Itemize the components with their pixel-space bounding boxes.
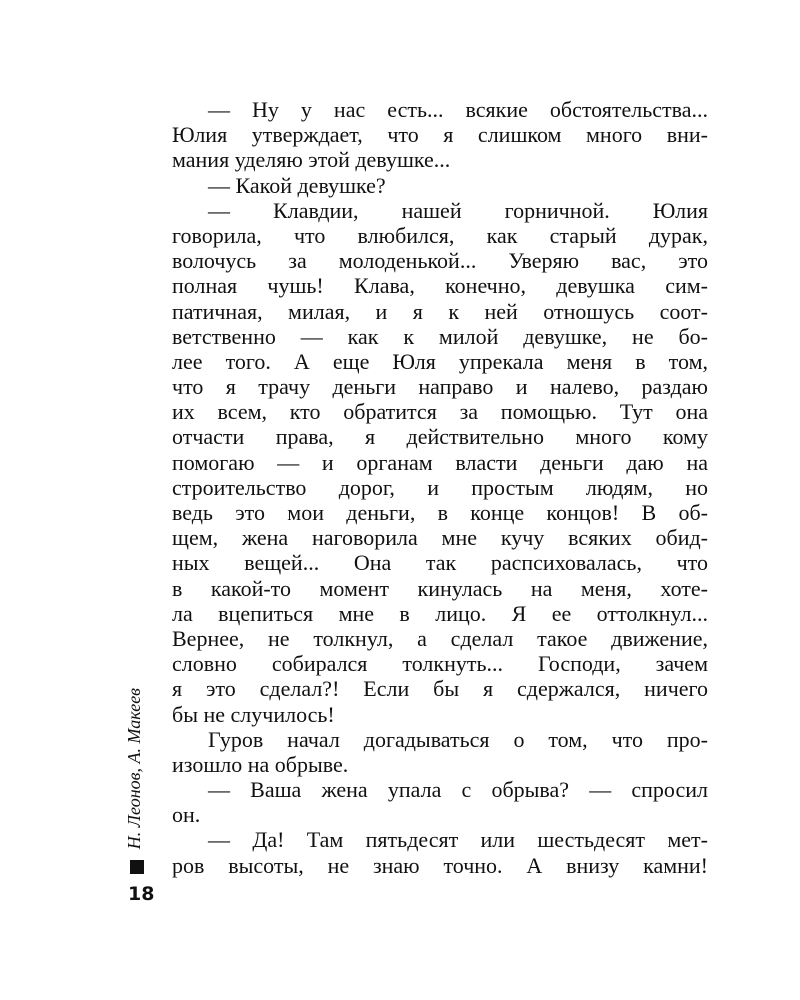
text-line: Гуров начал догадываться о том, что про- xyxy=(208,726,708,752)
text-line: строительство дорог, и простым людям, но xyxy=(172,474,708,500)
text-line: что я трачу деньги направо и налево, раздаю xyxy=(172,374,708,400)
text-line: лее того. А еще Юля упрекала меня в том, xyxy=(172,348,708,374)
square-marker-icon xyxy=(130,860,144,874)
text-line: щем, жена наговорила мне кучу всяких обид- xyxy=(172,525,708,551)
text-line: ведь это мои деньги, в конце концов! В об- xyxy=(172,500,708,525)
text-line: ла вцепиться мне в лицо. Я ее оттолкнул... xyxy=(172,600,708,626)
page-number: 18 xyxy=(128,883,155,905)
text-line: отчасти права, я действительно много кому xyxy=(172,424,708,450)
text-line: — Клавдии, нашей горничной. Юлия xyxy=(208,197,708,223)
text-line: изошло на обрыве. xyxy=(172,751,349,777)
text-line: ров высоты, не знаю точно. А внизу камни! xyxy=(172,852,708,878)
text-line: патичная, милая, и я к ней отношусь соот- xyxy=(172,298,708,324)
text-line: ных вещей... Она так распсиховалась, что xyxy=(172,550,708,576)
text-line: в какой-то момент кинулась на меня, хоте- xyxy=(172,575,708,601)
text-line: их всем, кто обратится за помощью. Тут она xyxy=(172,399,708,425)
text-line: он. xyxy=(172,802,201,828)
text-line: Вернее, не толкнул, а сделал такое движение, xyxy=(172,625,708,651)
text-line: словно собирался толкнуть... Господи, зачем xyxy=(172,651,708,677)
text-line: я это сделал?! Если бы я сдержался, ничего xyxy=(172,676,708,702)
text-line: ветственно — как к милой девушке, не бо- xyxy=(172,323,708,349)
running-head-authors: Н. Леонов, А. Макеев xyxy=(124,688,144,850)
text-line: — Да! Там пятьдесят или шестьдесят мет- xyxy=(208,827,708,853)
text-line: — Ну у нас есть... всякие обстоятельства... xyxy=(208,97,708,122)
text-line: помогаю — и органам власти деньги даю на xyxy=(172,449,708,475)
text-line: мания уделяю этой девушке... xyxy=(172,147,451,173)
text-line: бы не случилось! xyxy=(172,701,335,727)
text-line: Юлия утверждает, что я слишком много вни- xyxy=(172,122,708,148)
text-line: говорила, что влюбился, как старый дурак, xyxy=(172,222,708,248)
body-text xyxy=(172,97,708,878)
text-line: полная чушь! Клава, конечно, девушка сим- xyxy=(172,273,708,299)
text-line: волочусь за молоденькой... Уверяю вас, это xyxy=(172,248,708,274)
text-line: — Какой девушке? xyxy=(208,172,386,198)
text-line: — Ваша жена упала с обрыва? — спросил xyxy=(208,777,708,803)
